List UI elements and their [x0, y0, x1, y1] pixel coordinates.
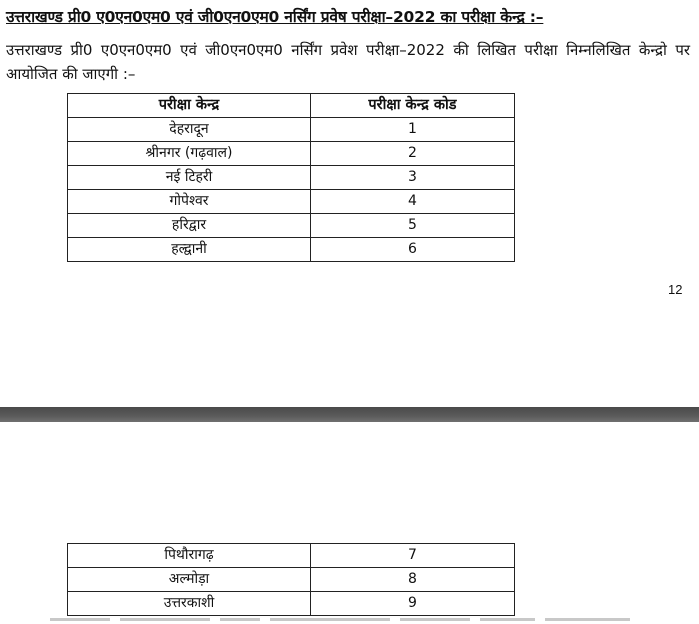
- table-row: [68, 142, 515, 166]
- table-row: [68, 214, 515, 238]
- table-row: [68, 592, 515, 616]
- column-header-centre: परीक्षा केन्द्र: [68, 94, 311, 118]
- centre-name: हल्द्वानी: [68, 238, 311, 262]
- intro-paragraph: उत्तराखण्ड प्री0 ए0एन0एम0 एवं जी0एन0एम0 नर्सिंग प्रवेश परीक्षा–2022 की लिखित परीक्षा निम्नलिखित केन्द्रो पर आयोजित की जाएगी :–: [6, 41, 690, 83]
- section-heading: उत्तराखण्ड प्री0 ए0एन0एम0 एवं जी0एन0एम0 नर्सिंग प्रवेष परीक्षा–2022 का परीक्षा केन्द्र :–: [6, 8, 544, 26]
- centre-code: 4: [311, 190, 515, 214]
- centre-name: अल्मोड़ा: [68, 568, 311, 592]
- cropped-text-line: [50, 618, 690, 624]
- centre-name: हरिद्वार: [68, 214, 311, 238]
- table-header-row: [68, 94, 515, 118]
- column-header-code: परीक्षा केन्द्र कोड: [311, 94, 515, 118]
- table-row: [68, 238, 515, 262]
- centre-code: 9: [311, 592, 515, 616]
- table-row: [68, 190, 515, 214]
- table-row: [68, 544, 515, 568]
- table-row: [68, 568, 515, 592]
- centre-code: 5: [311, 214, 515, 238]
- centre-name: गोपेश्वर: [68, 190, 311, 214]
- centre-code: 1: [311, 118, 515, 142]
- exam-centres-table: [67, 93, 515, 262]
- centre-code: 8: [311, 568, 515, 592]
- centre-name: देहरादून: [68, 118, 311, 142]
- centre-name: नई टिहरी: [68, 166, 311, 190]
- table-row: [68, 166, 515, 190]
- centre-name: श्रीनगर (गढ़वाल): [68, 142, 311, 166]
- centre-code: 7: [311, 544, 515, 568]
- centre-code: 6: [311, 238, 515, 262]
- centre-code: 3: [311, 166, 515, 190]
- centre-name: उत्तरकाशी: [68, 592, 311, 616]
- centre-code: 2: [311, 142, 515, 166]
- centre-name: पिथौरागढ़: [68, 544, 311, 568]
- page-separator: [0, 407, 699, 422]
- exam-centres-table-continued: [67, 543, 515, 616]
- table-row: [68, 118, 515, 142]
- page-number: 12: [668, 282, 683, 297]
